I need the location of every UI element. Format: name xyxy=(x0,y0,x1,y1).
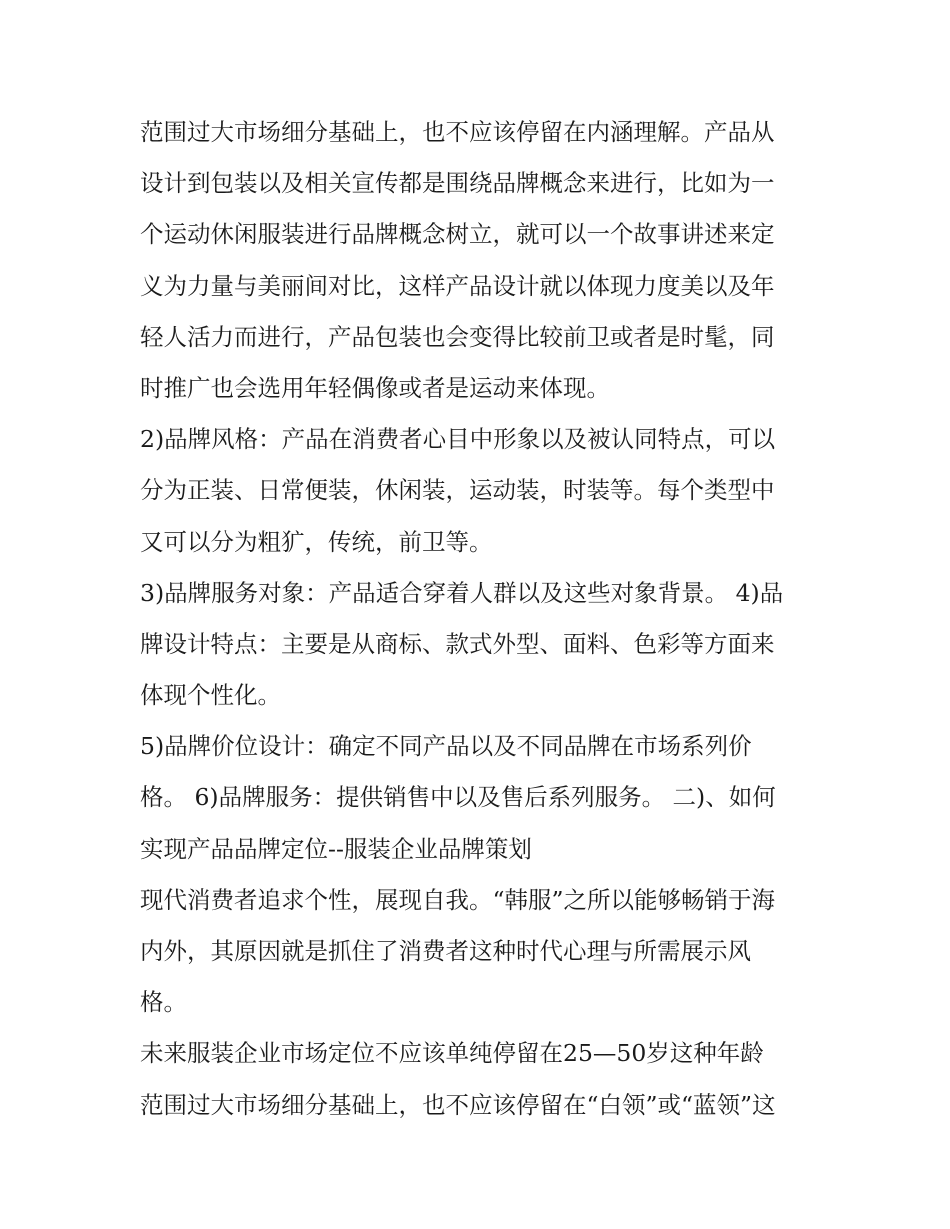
text-line: 分为正装、日常便装，休闲装，运动装，时装等。每个类型中 xyxy=(140,476,775,505)
text-line: 实现产品品牌定位--服装企业品牌策划 xyxy=(140,834,532,863)
text-line: 格。 6)品牌服务：提供销售中以及售后系列服务。 二)、如何 xyxy=(140,783,776,812)
text-line: 个运动休闲服装进行品牌概念树立，就可以一个故事讲述来定 xyxy=(140,220,775,249)
body-text xyxy=(140,107,820,1131)
text-line: 时推广也会选用年轻偶像或者是运动来体现。 xyxy=(140,373,610,402)
text-line: 范围过大市场细分基础上，也不应该停留在内涵理解。产品从 xyxy=(140,118,775,146)
text-line: 内外，其原因就是抓住了消费者这种时代心理与所需展示风 xyxy=(140,937,751,965)
text-line: 2)品牌风格：产品在消费者心目中形象以及被认同特点，可以 xyxy=(140,425,776,454)
text-line: 格。 xyxy=(140,988,187,1017)
text-line: 体现个性化。 xyxy=(140,681,281,710)
text-line: 义为力量与美丽间对比，这样产品设计就以体现力度美以及年 xyxy=(140,271,775,300)
text-line: 5)品牌价位设计：确定不同产品以及不同品牌在市场系列价 xyxy=(140,732,752,761)
text-line: 未来服装企业市场定位不应该单纯停留在25—50岁这种年龄 xyxy=(140,1039,764,1068)
text-line: 3)品牌服务对象：产品适合穿着人群以及这些对象背景。 4)品 xyxy=(140,578,784,607)
text-line: 范围过大市场细分基础上，也不应该停留在“白领”或“蓝领”这 xyxy=(140,1090,776,1119)
text-line: 现代消费者追求个性，展现自我。“韩服”之所以能够畅销于海 xyxy=(140,885,776,914)
text-line: 轻人活力而进行，产品包装也会变得比较前卫或者是时髦，同 xyxy=(140,322,775,351)
text-line: 又可以分为粗犷，传统，前卫等。 xyxy=(140,527,493,556)
text-line: 牌设计特点：主要是从商标、款式外型、面料、色彩等方面来 xyxy=(140,629,775,658)
text-line: 设计到包装以及相关宣传都是围绕品牌概念来进行，比如为一 xyxy=(140,169,775,198)
